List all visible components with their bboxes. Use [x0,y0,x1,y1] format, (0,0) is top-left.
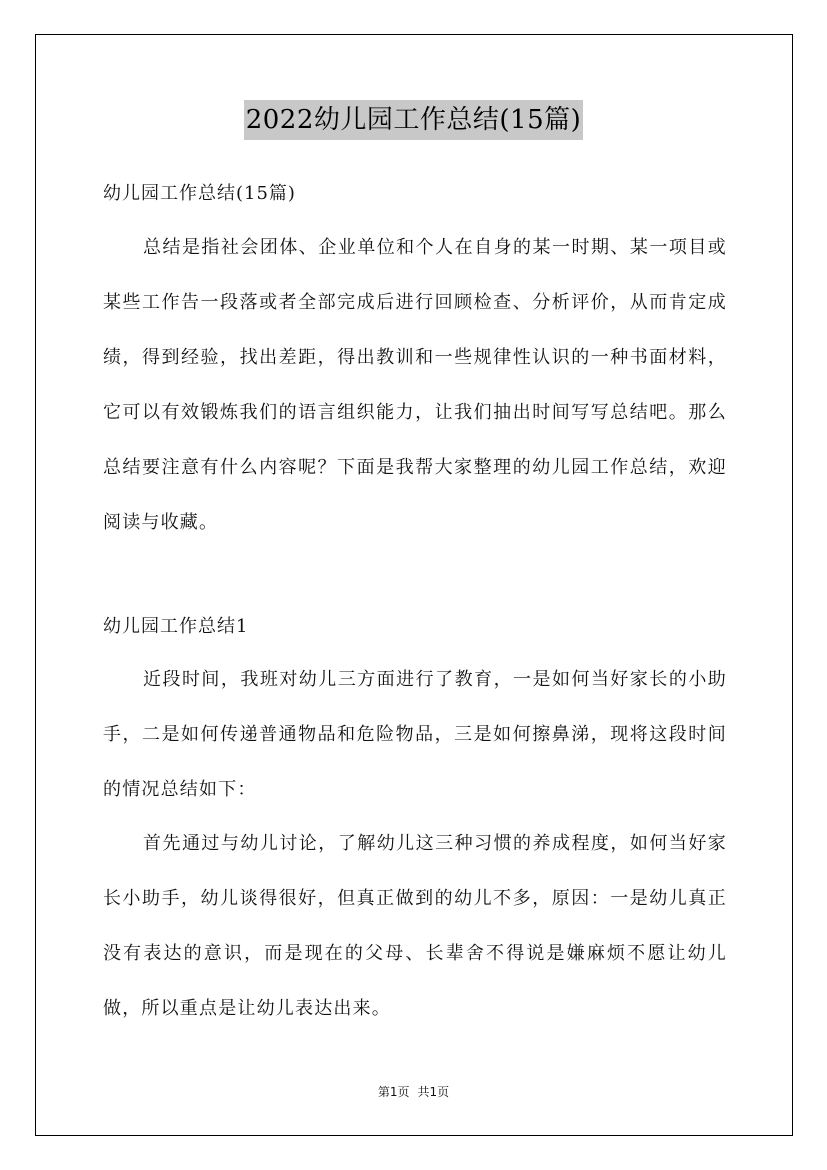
title-container [0,100,827,140]
section-heading: 幼儿园工作总结1 [103,616,249,637]
body-paragraph: 近段时间，我班对幼儿三方面进行了教育，一是如何当好家长的小助手，二是如何传递普通物品和危险物品，三是如何擦鼻涕，现将这段时间的情况总结如下： [103,669,727,800]
page-number: 第1页 [377,1085,410,1099]
intro-paragraph: 总结是指社会团体、企业单位和个人在自身的某一时期、某一项目或某些工作告一段落或者全部完成后进行回顾检查、分析评价，从而肯定成绩，得到经验，找出差距，得出教训和一些规律性认识的一种书面材料，它可以有效锻炼我们的语言组织能力，让我们抽出时间写写总结吧。那么总结要注意有什么内容呢？下面是我帮大家整理的幼儿园工作总结，欢迎阅读与收藏。 [103,237,727,533]
body-paragraph: 首先通过与幼儿讨论，了解幼儿这三种习惯的养成程度，如何当好家长小助手，幼儿谈得很好，但真正做到的幼儿不多，原因：一是幼儿真正没有表达的意识，而是现在的父母、长辈舍不得说是嫌麻烦不愿让幼儿做，所以重点是让幼儿表达出来。 [103,833,727,1019]
document-title: 2022幼儿园工作总结(15篇) [244,100,584,140]
page-total: 共1页 [417,1085,450,1099]
page-footer [0,1083,827,1100]
document-subtitle: 幼儿园工作总结(15篇) [103,183,296,204]
